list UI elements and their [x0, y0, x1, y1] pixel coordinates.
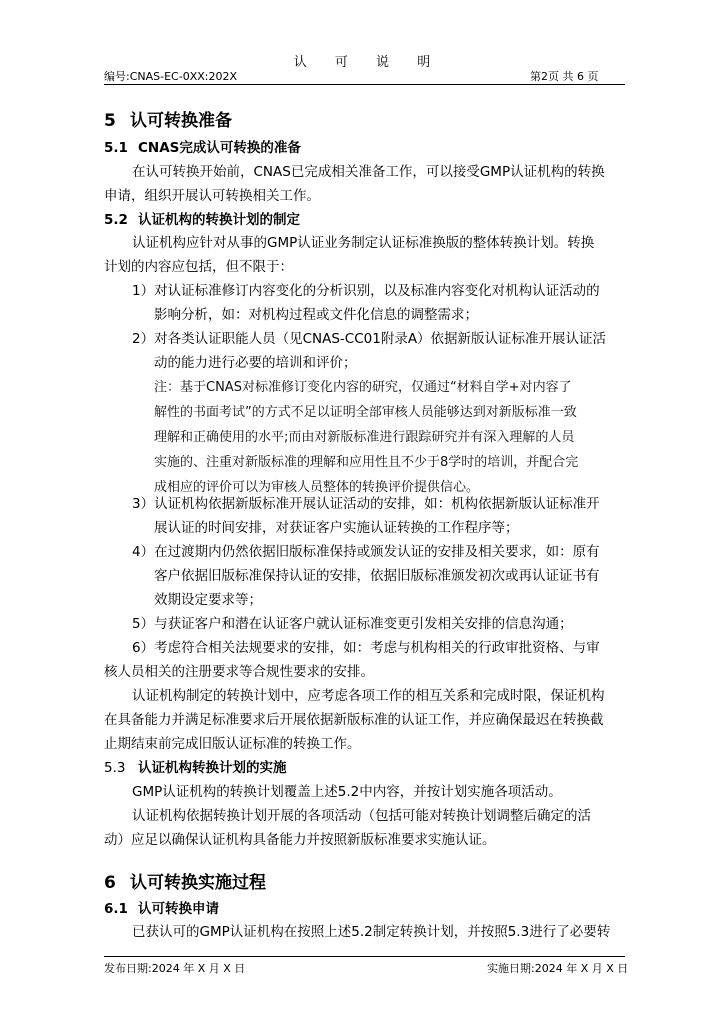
document-title: 认 可 说 明 — [293, 55, 443, 70]
section-6-1-heading — [104, 897, 219, 917]
section-number: 6 — [104, 873, 116, 893]
section-5-1-heading — [104, 136, 301, 156]
paragraph-line: 在具备能力并满足标准要求后开展依据新版标准的认证工作，并应确保最迟在转换截 — [104, 712, 604, 728]
section-title: 认可转换实施过程 — [130, 873, 266, 893]
paragraph-line: 已获认可的GMP认证机构在按照上述5.2制定转换计划，并按照5.3进行了必要转 — [132, 924, 611, 940]
section-number: 5.1 — [104, 140, 128, 156]
section-number: 6.1 — [104, 901, 128, 917]
note-line: 解性的书面考试”的方式不足以证明全部审核人员能够达到对新版标准一致 — [154, 405, 577, 420]
note-line: 成相应的评价可以为审核人员整体的转换评价提供信心。 — [154, 480, 480, 495]
paragraph-line: 认证机构依据转换计划开展的各项活动（包括可能对转换计划调整后确定的活 — [132, 808, 591, 824]
paragraph-line: 申请，组织开展认可转换相关工作。 — [104, 188, 320, 204]
section-number: 5 — [104, 111, 116, 131]
section-5-3-heading — [104, 756, 287, 776]
list-item-6-continued: 核人员相关的注册要求等合规性要求的安排。 — [104, 664, 374, 680]
section-title: 认可转换准备 — [130, 111, 232, 131]
paragraph-line: GMP认证机构的转换计划覆盖上述5.2中内容，并按计划实施各项活动。 — [132, 784, 562, 800]
issue-date: 发布日期:2024 年 X 月 X 日 — [104, 962, 246, 975]
paragraph-line: 止期结束前完成旧版认证标准的转换工作。 — [104, 736, 361, 752]
list-item-2: 2）对各类认证职能人员（见CNAS-CC01附录A）依据新版认证标准开展认证活 — [132, 331, 607, 347]
effective-date: 实施日期:2024 年 X 月 X 日 — [487, 962, 629, 975]
section-5-heading — [104, 106, 232, 131]
list-item-6: 6）考虑符合相关法规要求的安排，如：考虑与机构相关的行政审批资格、与审 — [132, 640, 600, 656]
paragraph-line: 动）应足以确保认证机构具备能力并按照新版标准要求实施认证。 — [104, 832, 496, 848]
paragraph-line: 认证机构应针对从事的GMP认证业务制定认证标准换版的整体转换计划。转换 — [132, 235, 595, 251]
section-title: 认可转换申请 — [138, 901, 219, 917]
section-title: 认证机构转换计划的实施 — [138, 760, 287, 776]
list-item-4-continued: 效期设定要求等； — [154, 592, 262, 608]
list-item-2-continued: 动的能力进行必要的培训和评价； — [154, 355, 357, 371]
footer-divider — [104, 956, 625, 957]
list-item-4-continued: 客户依据旧版标准保持认证的安排，依据旧版标准颁发初次或再认证证书有 — [154, 568, 600, 584]
header-divider — [104, 84, 625, 85]
section-title: CNAS完成认可转换的准备 — [138, 140, 301, 156]
note-line: 实施的、注重对新版标准的理解和应用性且不少于8学时的培训，并配合完 — [154, 455, 579, 470]
paragraph-line: 认证机构制定的转换计划中，应考虑各项工作的相互关系和完成时限，保证机构 — [132, 688, 605, 704]
note-line: 注：基于CNAS对标准修订变化内容的研究，仅通过“材料自学+对内容了 — [154, 380, 572, 395]
section-number: 5.3 — [104, 760, 126, 776]
section-number: 5.2 — [104, 212, 128, 228]
list-item-4: 4）在过渡期内仍然依据旧版标准保持或颁发认证的安排及相关要求，如：原有 — [132, 544, 600, 560]
section-5-2-heading — [104, 208, 300, 228]
paragraph-line: 在认可转换开始前，CNAS已完成相关准备工作，可以接受GMP认证机构的转换 — [132, 164, 605, 180]
document-number: 编号:CNAS-EC-0XX:202X — [104, 70, 237, 83]
list-item-1-continued: 影响分析，如：对机构过程或文件化信息的调整需求； — [154, 307, 478, 323]
list-item-3-continued: 展认证的时间安排，对获证客户实施认证转换的工作程序等； — [154, 520, 519, 536]
note-line: 理解和正确使用的水平;而由对新版标准进行跟踪研究并有深入理解的人员 — [154, 430, 575, 445]
section-title: 认证机构的转换计划的制定 — [138, 212, 300, 228]
page-indicator: 第2页 共 6 页 — [530, 70, 599, 83]
section-6-heading — [104, 868, 266, 893]
list-item-3: 3）认证机构依据新版标准开展认证活动的安排，如：机构依据新版认证标准开 — [132, 496, 600, 512]
paragraph-line: 计划的内容应包括，但不限于： — [104, 259, 293, 275]
list-item-5: 5）与获证客户和潜在认证客户就认证标准变更引发相关安排的信息沟通； — [132, 616, 573, 632]
list-item-1: 1）对认证标准修订内容变化的分析识别，以及标准内容变化对机构认证活动的 — [132, 283, 600, 299]
